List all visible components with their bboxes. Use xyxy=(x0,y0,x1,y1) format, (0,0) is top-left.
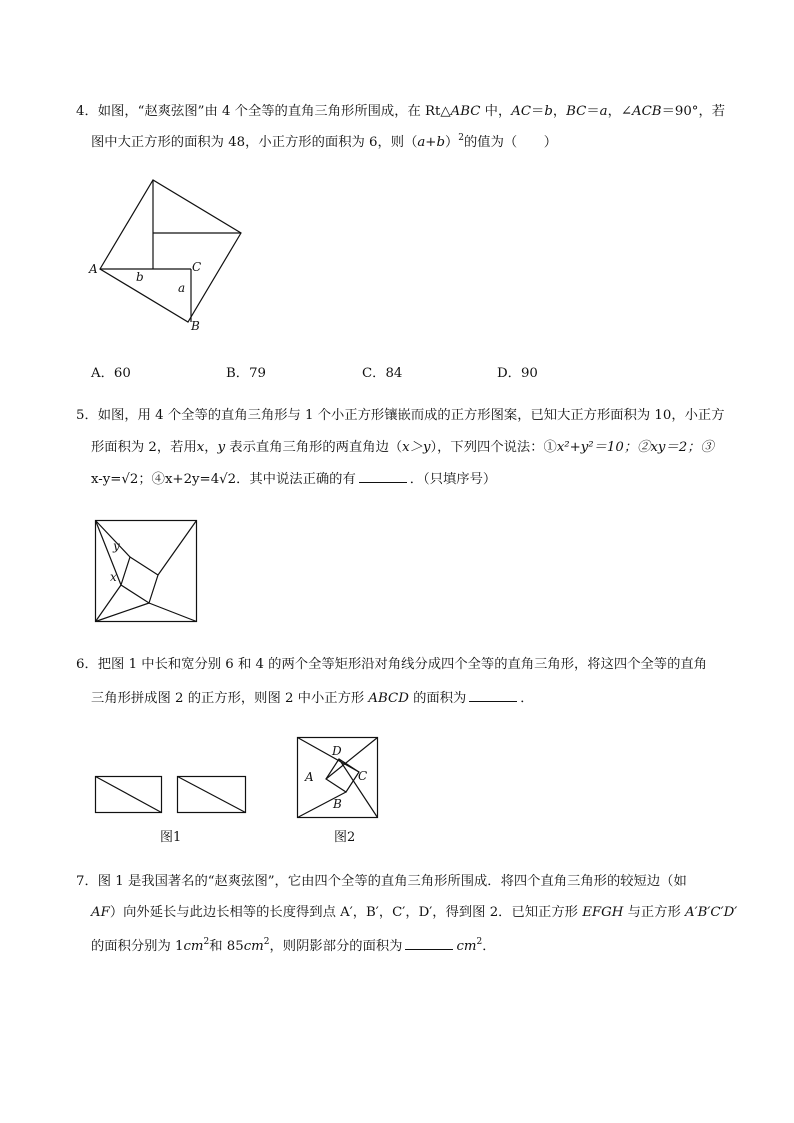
q6-answer-blank[interactable] xyxy=(469,689,517,702)
q4-label-B: B xyxy=(191,319,200,333)
q4-label-b: b xyxy=(136,270,144,284)
q6-caption-fig2: 图2 xyxy=(334,830,356,845)
q7-line3: 的面积分别为 $1cm^2$和 $85cm^2$，则阴影部分的面积为 $cm^2$． xyxy=(91,937,496,954)
q5-answer-blank[interactable] xyxy=(359,470,407,483)
q4-option-b[interactable]: B．79 xyxy=(226,366,266,381)
q5-square-figure xyxy=(95,520,199,624)
q6-label-B: B xyxy=(333,797,342,811)
q7-line1: 7．图 1 是我国著名的“赵爽弦图”，它由四个全等的直角三角形所围成．将四个直角三角形的较短边（如 xyxy=(76,874,687,889)
q4-line1: 4．如图，“赵爽弦图”由 4 个全等的直角三角形所围成，在 Rt△ABC 中，AC＝b，BC＝a，∠ACB＝90°，若 xyxy=(76,104,726,119)
q6-line1: 6．把图 1 中长和宽分别 6 和 4 的两个全等矩形沿对角线分成四个全等的直角三角形，将这四个全等的直角 xyxy=(76,657,707,672)
q4-zhao-shuang-figure xyxy=(85,175,255,335)
q6-caption-fig1: 图1 xyxy=(160,830,182,845)
q4-option-d[interactable]: D．90 xyxy=(497,366,538,381)
q4-option-a[interactable]: A．60 xyxy=(91,366,131,381)
q6-line2: 三角形拼成图 2 的正方形，则图 2 中小正方形 ABCD 的面积为 ． xyxy=(91,691,534,706)
q4-label-a: a xyxy=(178,281,186,295)
q4-line2: 图中大正方形的面积为 48，小正方形的面积为 6，则$(a+b)^2$的值为（ ） xyxy=(91,133,558,150)
q5-line3: x-y=√2；④x+2y=4√2．其中说法正确的有 ．（只填序号） xyxy=(91,472,497,487)
q7-line2: AF）向外延长与此边长相等的长度得到点 A′，B′，C′，D′，得到图 2．已知正方形 EFGH 与正方形 A′B′C′D′ xyxy=(91,905,738,920)
q6-label-A: A xyxy=(305,770,314,784)
q5-line2: 形面积为 2，若用x，y 表示直角三角形的两直角边（x＞y），下列四个说法：①x²+y²＝10；②xy＝2；③ xyxy=(91,440,714,455)
q5-line1: 5．如图，用 4 个全等的直角三角形与 1 个小正方形镶嵌而成的正方形图案，已知大正方形面积为 10，小正方 xyxy=(76,408,725,423)
q4-label-A: A xyxy=(89,262,98,276)
q7-answer-blank[interactable] xyxy=(405,937,453,950)
q6-figure2-square xyxy=(297,737,379,819)
q4-label-C: C xyxy=(192,260,202,274)
q6-label-D: D xyxy=(332,744,342,758)
q6-label-C: C xyxy=(358,769,368,783)
q5-label-x: x xyxy=(110,570,117,584)
q4-option-c[interactable]: C．84 xyxy=(362,366,403,381)
q6-figure1-rectangles xyxy=(95,776,247,814)
q5-label-y: y xyxy=(113,539,120,553)
